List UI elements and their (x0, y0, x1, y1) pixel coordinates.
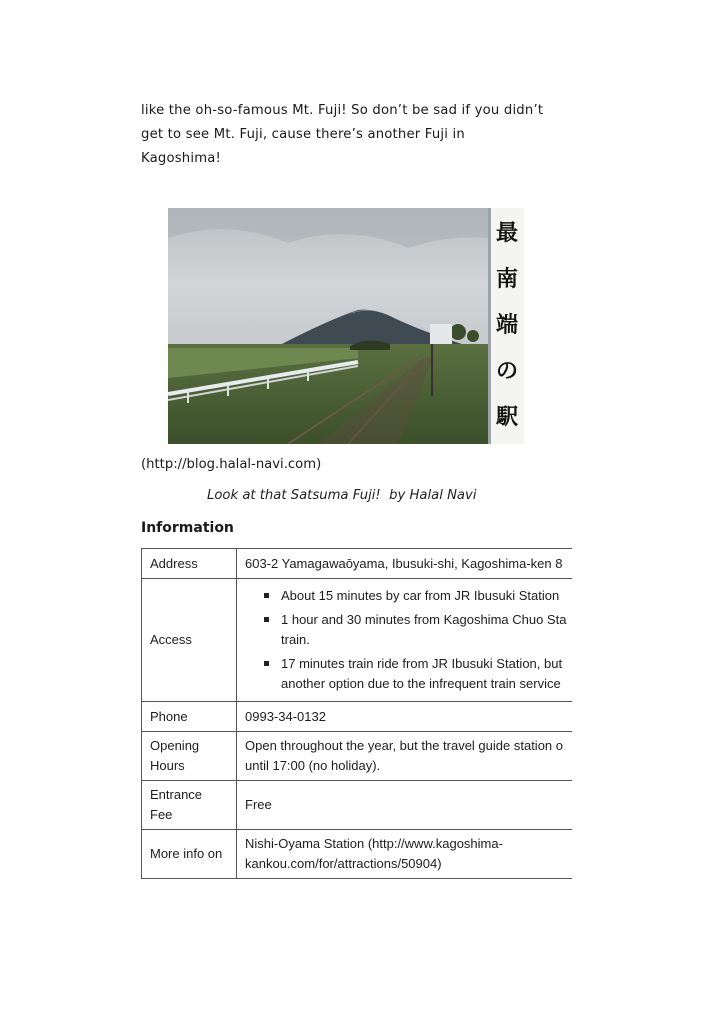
opening-hours-value: Open throughout the year, but the travel guide station o until 17:00 (no holiday). (237, 732, 573, 781)
information-table (141, 548, 572, 879)
address-value: 603-2 Yamagawaōyama, Ibusuki-shi, Kagoshima-ken 8 (237, 549, 573, 579)
list-item: 1 hour and 30 minutes from Kagoshima Chuo Sta train. (281, 610, 572, 650)
address-label: Address (142, 549, 237, 579)
access-value (237, 579, 573, 702)
table-row (142, 830, 573, 879)
information-heading: Information (141, 520, 234, 536)
more-info-label: More info on (142, 830, 237, 879)
entrance-fee-label: Entrance Fee (142, 781, 237, 830)
intro-line: get to see Mt. Fuji, cause there’s another Fuji in (141, 127, 465, 142)
table-row (142, 579, 573, 702)
list-item: 17 minutes train ride from JR Ibusuki Station, but another option due to the infrequent train service (281, 654, 572, 694)
intro-paragraph (141, 99, 581, 171)
table-row (142, 549, 573, 579)
sign-character: 南 (495, 267, 519, 292)
sign-character: 端 (495, 313, 519, 338)
more-info-value[interactable]: Nishi-Oyama Station (http://www.kagoshima- kankou.com/for/attractions/50904) (237, 830, 573, 879)
phone-label: Phone (142, 702, 237, 732)
table-row (142, 702, 573, 732)
sign-character: の (495, 359, 519, 384)
table-row (142, 732, 573, 781)
image-caption: Look at that Satsuma Fuji! by Halal Navi (207, 488, 477, 503)
satsuma-fuji-photo (168, 208, 524, 444)
intro-line: Kagoshima! (141, 151, 222, 166)
list-item: About 15 minutes by car from JR Ibusuki Station (281, 586, 572, 606)
access-list (245, 586, 572, 694)
intro-line: like the oh-so-famous Mt. Fuji! So don’t be sad if you didn’t (141, 103, 544, 118)
opening-hours-label: Opening Hours (142, 732, 237, 781)
sign-character: 最 (495, 221, 519, 246)
access-label: Access (142, 579, 237, 702)
information-table-wrapper (141, 548, 572, 884)
entrance-fee-value: Free (237, 781, 573, 830)
phone-value[interactable]: 0993-34-0132 (237, 702, 573, 732)
table-row (142, 781, 573, 830)
sign-character: 駅 (495, 405, 519, 430)
image-source-link[interactable]: (http://blog.halal-navi.com) (141, 457, 322, 472)
